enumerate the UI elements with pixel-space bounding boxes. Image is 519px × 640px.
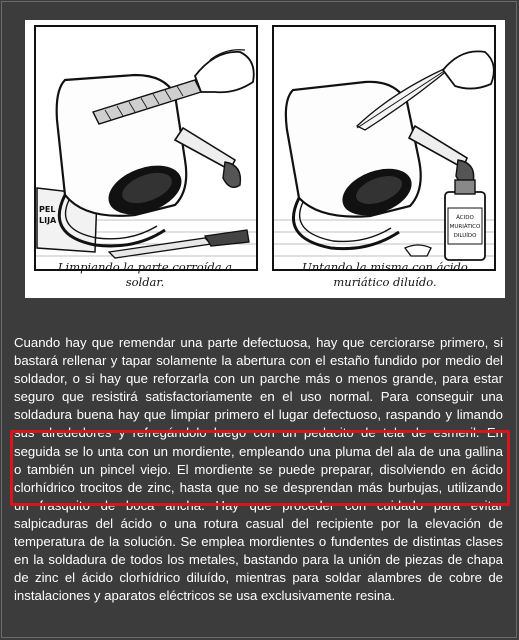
bottle-label-line3: DILUÍDO (453, 233, 477, 239)
illustration-panel-right (265, 20, 505, 298)
body-text-highlighted: En seguida se lo unta con un mordiente, empleando una pluma del ala de una gallina o también un pincel viejo. El mordiente se puede preparar, disolviendo en ácido clorhídrico trocitos de zinc, hasta que no se desprendan más burbujas, utilizando un frasquito de boca ancha. (14, 425, 504, 513)
body-text-before: Cuando hay que remendar una parte defectuosa, hay que cerciorarse primero, si bastará rellenar y tapar solamente la abertura con el estaño fundido por medio del soldador, o si hay que reforzarla con un parche más o menos grande, para estar seguro que resistirá satisfactoriamente en el uso normal. Para conseguir una soldadura buena hay que limpiar primero el lugar defectuoso, raspando y limando sus alrededores y refregándolo luego con un pedacito de tela de esmeril. (14, 335, 503, 441)
caption-left-line2: soldar. (125, 275, 165, 289)
caption-right-line2: muriático diluído. (333, 275, 437, 289)
brushing-drawing (265, 20, 505, 298)
caption-right (265, 260, 505, 290)
bottle-label-line1: ÁCIDO (456, 215, 474, 221)
body-text-after: Hay que proceder con cuidado para evitar salpicaduras del ácido o una rotura casual del recipiente por la elevación de temperatura de la solución. Se emplea mordientes o fundentes de distintas clases en la soldadura de todos los metales, bastando para la unión de piezas de chapa de zinc el ácido clorhídrico diluído, mientras para soldar alambres de cobre de instalaciones y aparatos eléctricos se usa exclusivamente resina. (14, 497, 504, 604)
caption-left-line1: Limpiando la parte corroída a (57, 260, 233, 274)
highlight-box (10, 430, 510, 506)
sandpaper-label-2: LIJA (39, 216, 57, 225)
caption-right-line1: Untando la misma con ácido (302, 260, 468, 274)
illustration-figure (25, 20, 505, 298)
caption-left (25, 260, 265, 290)
filing-drawing (25, 20, 265, 298)
sandpaper-label: PEL (39, 205, 56, 214)
illustration-panel-left (25, 20, 265, 298)
bottle-label-line2: MURIÁTICO (449, 224, 481, 230)
